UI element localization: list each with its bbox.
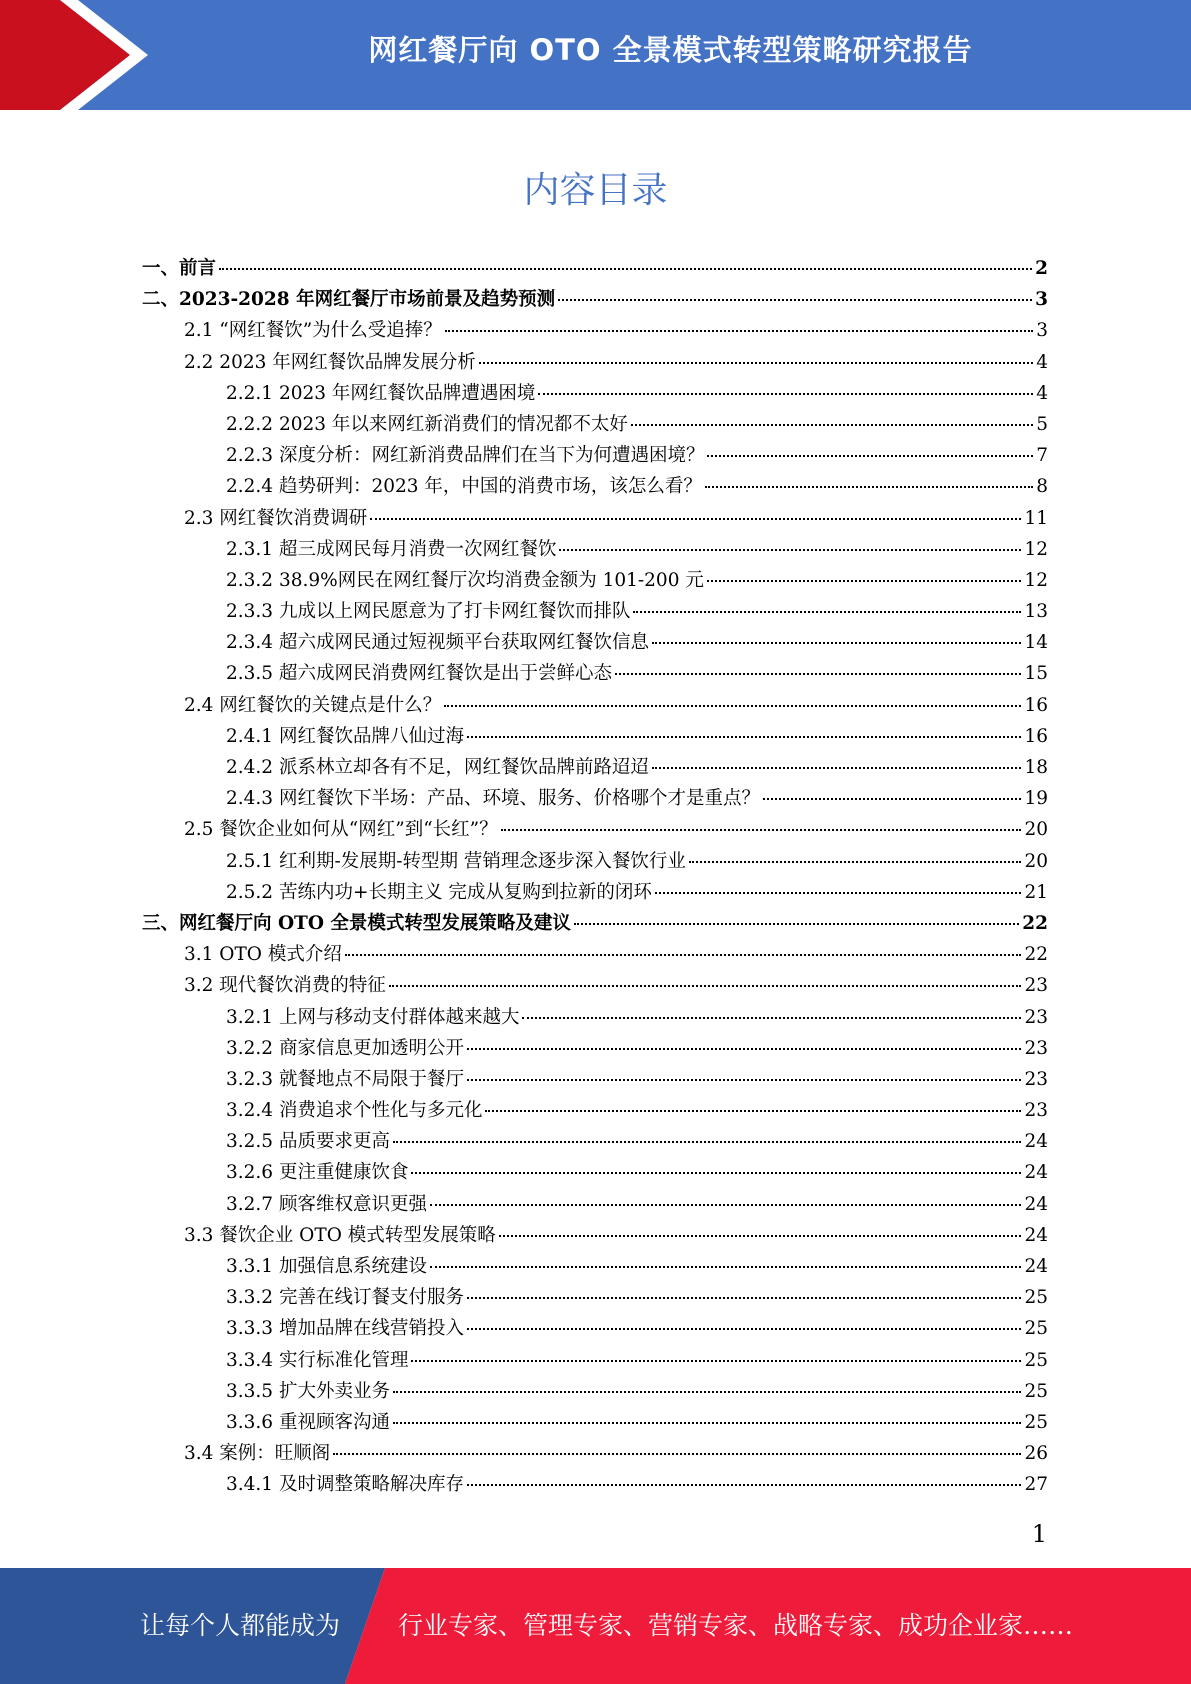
toc-entry-page: 25 [1024,1380,1048,1402]
toc-entry[interactable] [142,1127,1048,1158]
toc-entry-page: 20 [1024,819,1048,841]
toc-entry-page: 24 [1024,1131,1048,1153]
toc-dot-leader [370,518,1021,520]
toc-entry-title: 3.2.7 顾客维权意识更强 [226,1193,427,1215]
toc-entry[interactable] [142,1470,1048,1501]
toc-dot-leader [655,892,1022,894]
toc-entry-title: 2.4.2 派系林立却各有不足，网红餐饮品牌前路迢迢 [226,757,649,778]
toc-entry-title: 2.2 2023 年网红餐饮品牌发展分析 [184,351,476,373]
toc-dot-leader [467,1297,1021,1299]
toc-entry-title: 3.3 餐饮企业 OTO 模式转型发展策略 [184,1224,496,1246]
page-number: 1 [1031,1520,1047,1548]
toc-entry-title: 3.2.2 商家信息更加透明公开 [226,1037,464,1059]
toc-entry-page: 12 [1024,538,1048,560]
toc-entry-title: 3.3.1 加强信息系统建设 [226,1256,427,1277]
toc-entry[interactable] [142,1252,1048,1283]
toc-entry[interactable] [142,566,1048,597]
toc-dot-leader [393,1391,1021,1393]
toc-entry-page: 25 [1024,1287,1048,1309]
toc-dot-leader [467,1328,1021,1330]
toc-entry-page: 3 [1035,289,1048,311]
toc-dot-leader [652,767,1021,769]
toc-dot-leader [707,455,1033,457]
toc-entry-title: 2.3.5 超六成网民消费网红餐饮是出于尝鲜心态 [226,663,612,685]
toc-dot-leader [444,705,1021,707]
toc-entry-title: 2.2.1 2023 年网红餐饮品牌遭遇困境 [226,382,536,404]
toc-entry-page: 16 [1024,725,1048,747]
toc-dot-leader [707,580,1022,582]
toc-entry[interactable] [142,472,1048,503]
toc-dot-leader [219,268,1032,270]
toc-entry[interactable] [142,1221,1048,1252]
toc-entry-title: 3.3.2 完善在线订餐支付服务 [226,1287,464,1309]
toc-entry-page: 2 [1035,258,1048,279]
toc-entry-title: 3.2.4 消费追求个性化与多元化 [226,1100,483,1122]
toc-entry-page: 23 [1024,975,1048,997]
toc-dot-leader [633,611,1021,613]
toc-entry-page: 26 [1024,1443,1048,1465]
toc-entry-title: 三、网红餐厅向 OTO 全景模式转型发展策略及建议 [142,912,571,934]
toc-entry-title: 3.2.5 品质要求更高 [226,1131,390,1153]
toc-entry-title: 2.5 餐饮企业如何从“网红”到“长红”？ [184,819,498,841]
toc-entry-title: 一、前言 [142,258,217,279]
toc-entry-title: 2.3.2 38.9%网民在网红餐厅次均消费金额为 101-200 元 [226,569,704,591]
toc-dot-leader [631,424,1033,426]
toc-entry-title: 3.3.5 扩大外卖业务 [226,1380,390,1402]
toc-entry[interactable] [142,878,1048,909]
footer-slogan-right: 行业专家、管理专家、营销专家、战略专家、成功企业家…… [398,1611,1074,1640]
toc-dot-leader [689,861,1022,863]
toc-entry-page: 15 [1024,663,1048,685]
toc-entry-page: 27 [1024,1474,1048,1496]
toc-entry[interactable] [142,1346,1048,1377]
toc-entry-title: 2.4.3 网红餐饮下半场：产品、环境、服务、价格哪个才是重点？ [226,788,760,810]
toc-entry-title: 3.4 案例：旺顺阁 [184,1443,331,1465]
toc-dot-leader [430,1204,1021,1206]
toc-dot-leader [467,1048,1021,1050]
toc-entry[interactable] [142,1003,1048,1034]
toc-dot-leader [538,393,1033,395]
toc-entry[interactable] [142,410,1048,441]
toc-entry[interactable] [142,1034,1048,1065]
toc-entry-page: 4 [1036,351,1048,373]
toc-entry-page: 4 [1036,382,1048,404]
toc-entry-title: 2.4.1 网红餐饮品牌八仙过海 [226,725,464,747]
toc-dot-leader [479,362,1033,364]
toc-entry-page: 3 [1036,320,1048,342]
toc-entry-title: 3.2.1 上网与移动支付群体越来越大 [226,1006,520,1028]
toc-entry-page: 11 [1024,507,1048,529]
toc-dot-leader [389,985,1022,987]
toc-entry[interactable] [142,504,1048,535]
toc-dot-leader [411,1360,1021,1362]
toc-entry[interactable] [142,691,1048,722]
toc-dot-leader [559,549,1021,551]
toc-entry-title: 3.2.6 更注重健康饮食 [226,1162,409,1184]
toc-entry-page: 24 [1024,1193,1048,1215]
toc-entry-page: 22 [1022,912,1048,934]
toc-dot-leader [467,1079,1021,1081]
toc-entry[interactable] [142,659,1048,690]
toc-entry-page: 16 [1024,694,1048,716]
toc-entry[interactable] [142,1377,1048,1408]
toc-entry-title: 3.2 现代餐饮消费的特征 [184,975,386,997]
toc-entry-page: 7 [1036,445,1048,467]
toc-dot-leader [393,1422,1021,1424]
toc-entry-page: 25 [1024,1411,1048,1433]
toc-entry[interactable] [142,847,1048,878]
toc-entry-page: 20 [1024,850,1048,872]
toc-entry-page: 24 [1024,1224,1048,1246]
toc-entry-title: 3.1 OTO 模式介绍 [184,944,342,966]
toc-entry-title: 2.3.1 超三成网民每月消费一次网红餐饮 [226,538,557,560]
toc-dot-leader [411,1172,1021,1174]
toc-entry[interactable] [142,1283,1048,1314]
toc-entry-title: 2.5.2 苦练内功+长期主义 完成从复购到拉新的闭环 [226,881,652,903]
toc-entry-title: 2.3.3 九成以上网民愿意为了打卡网红餐饮而排队 [226,601,631,623]
toc-entry-title: 3.3.6 重视顾客沟通 [226,1411,390,1433]
toc-entry[interactable] [142,254,1048,285]
toc-dot-leader [467,736,1021,738]
toc-entry-page: 18 [1024,757,1048,778]
toc-entry[interactable] [142,1408,1048,1439]
toc-dot-leader [430,1266,1021,1268]
toc-entry-page: 21 [1024,881,1048,903]
toc-entry[interactable] [142,285,1048,316]
toc-entry-title: 3.3.3 增加品牌在线营销投入 [226,1318,464,1340]
toc-dot-leader [763,798,1021,800]
toc-dot-leader [467,1484,1021,1486]
toc-dot-leader [501,829,1022,831]
toc-entry-page: 24 [1024,1256,1048,1277]
page-footer [0,1568,1191,1684]
toc-entry-page: 14 [1024,632,1048,654]
toc-dot-leader [445,330,1034,332]
table-of-contents [142,254,1048,1502]
toc-entry-title: 3.3.4 实行标准化管理 [226,1349,409,1371]
toc-dot-leader [522,1017,1021,1019]
toc-entry[interactable] [142,628,1048,659]
report-title: 网红餐厅向 OTO 全景模式转型策略研究报告 [368,33,973,67]
toc-dot-leader [499,1235,1022,1237]
toc-entry-page: 8 [1036,476,1048,498]
toc-entry-title: 2.5.1 红利期-发展期-转型期 营销理念逐步深入餐饮行业 [226,850,686,872]
toc-entry[interactable] [142,1314,1048,1345]
toc-entry[interactable] [142,815,1048,846]
toc-dot-leader [615,673,1021,675]
toc-entry-title: 2.3.4 超六成网民通过短视频平台获取网红餐饮信息 [226,632,649,654]
page-header [0,0,1191,110]
toc-dot-leader [705,486,1033,488]
toc-entry-page: 12 [1024,569,1048,591]
toc-entry-page: 23 [1024,1006,1048,1028]
toc-dot-leader [393,1141,1021,1143]
toc-entry[interactable] [142,441,1048,472]
footer-slogan-left: 让每个人都能成为 [140,1611,341,1640]
toc-entry-page: 22 [1024,944,1048,966]
toc-entry-page: 23 [1024,1068,1048,1090]
toc-entry-page: 13 [1024,601,1048,623]
toc-entry[interactable] [142,909,1048,940]
toc-entry[interactable] [142,597,1048,628]
toc-entry-page: 5 [1036,413,1048,435]
toc-entry-title: 二、2023-2028 年网红餐厅市场前景及趋势预测 [142,289,556,311]
toc-entry[interactable] [142,348,1048,379]
toc-entry-title: 3.4.1 及时调整策略解决库存 [226,1474,464,1496]
toc-entry[interactable] [142,1096,1048,1127]
toc-heading: 内容目录 [523,170,668,211]
toc-entry-title: 2.3 网红餐饮消费调研 [184,507,368,529]
toc-entry[interactable] [142,753,1048,784]
toc-entry[interactable] [142,535,1048,566]
toc-entry-page: 25 [1024,1349,1048,1371]
toc-entry-title: 2.4 网红餐饮的关键点是什么？ [184,694,442,716]
toc-dot-leader [652,642,1021,644]
toc-dot-leader [485,1110,1021,1112]
toc-entry[interactable] [142,1065,1048,1096]
toc-entry-title: 2.2.3 深度分析：网红新消费品牌们在当下为何遭遇困境？ [226,445,705,467]
toc-entry-title: 2.2.4 趋势研判：2023 年，中国的消费市场，该怎么看？ [226,476,702,498]
toc-entry-page: 24 [1024,1162,1048,1184]
toc-entry[interactable] [142,940,1048,971]
toc-dot-leader [345,954,1022,956]
toc-entry-title: 2.1 “网红餐饮”为什么受追捧？ [184,320,442,342]
toc-entry[interactable] [142,784,1048,815]
toc-entry[interactable] [142,316,1048,347]
toc-entry[interactable] [142,1190,1048,1221]
toc-entry-page: 23 [1024,1037,1048,1059]
toc-entry-page: 19 [1024,788,1048,810]
toc-entry[interactable] [142,1158,1048,1189]
toc-entry-title: 2.2.2 2023 年以来网红新消费们的情况都不太好 [226,413,628,435]
toc-entry[interactable] [142,379,1048,410]
toc-dot-leader [333,1453,1021,1455]
toc-entry[interactable] [142,971,1048,1002]
toc-entry-page: 23 [1024,1100,1048,1122]
toc-dot-leader [558,299,1032,301]
toc-entry-title: 3.2.3 就餐地点不局限于餐厅 [226,1068,464,1090]
toc-entry[interactable] [142,722,1048,753]
toc-entry-page: 25 [1024,1318,1048,1340]
toc-entry[interactable] [142,1439,1048,1470]
toc-dot-leader [574,923,1019,925]
